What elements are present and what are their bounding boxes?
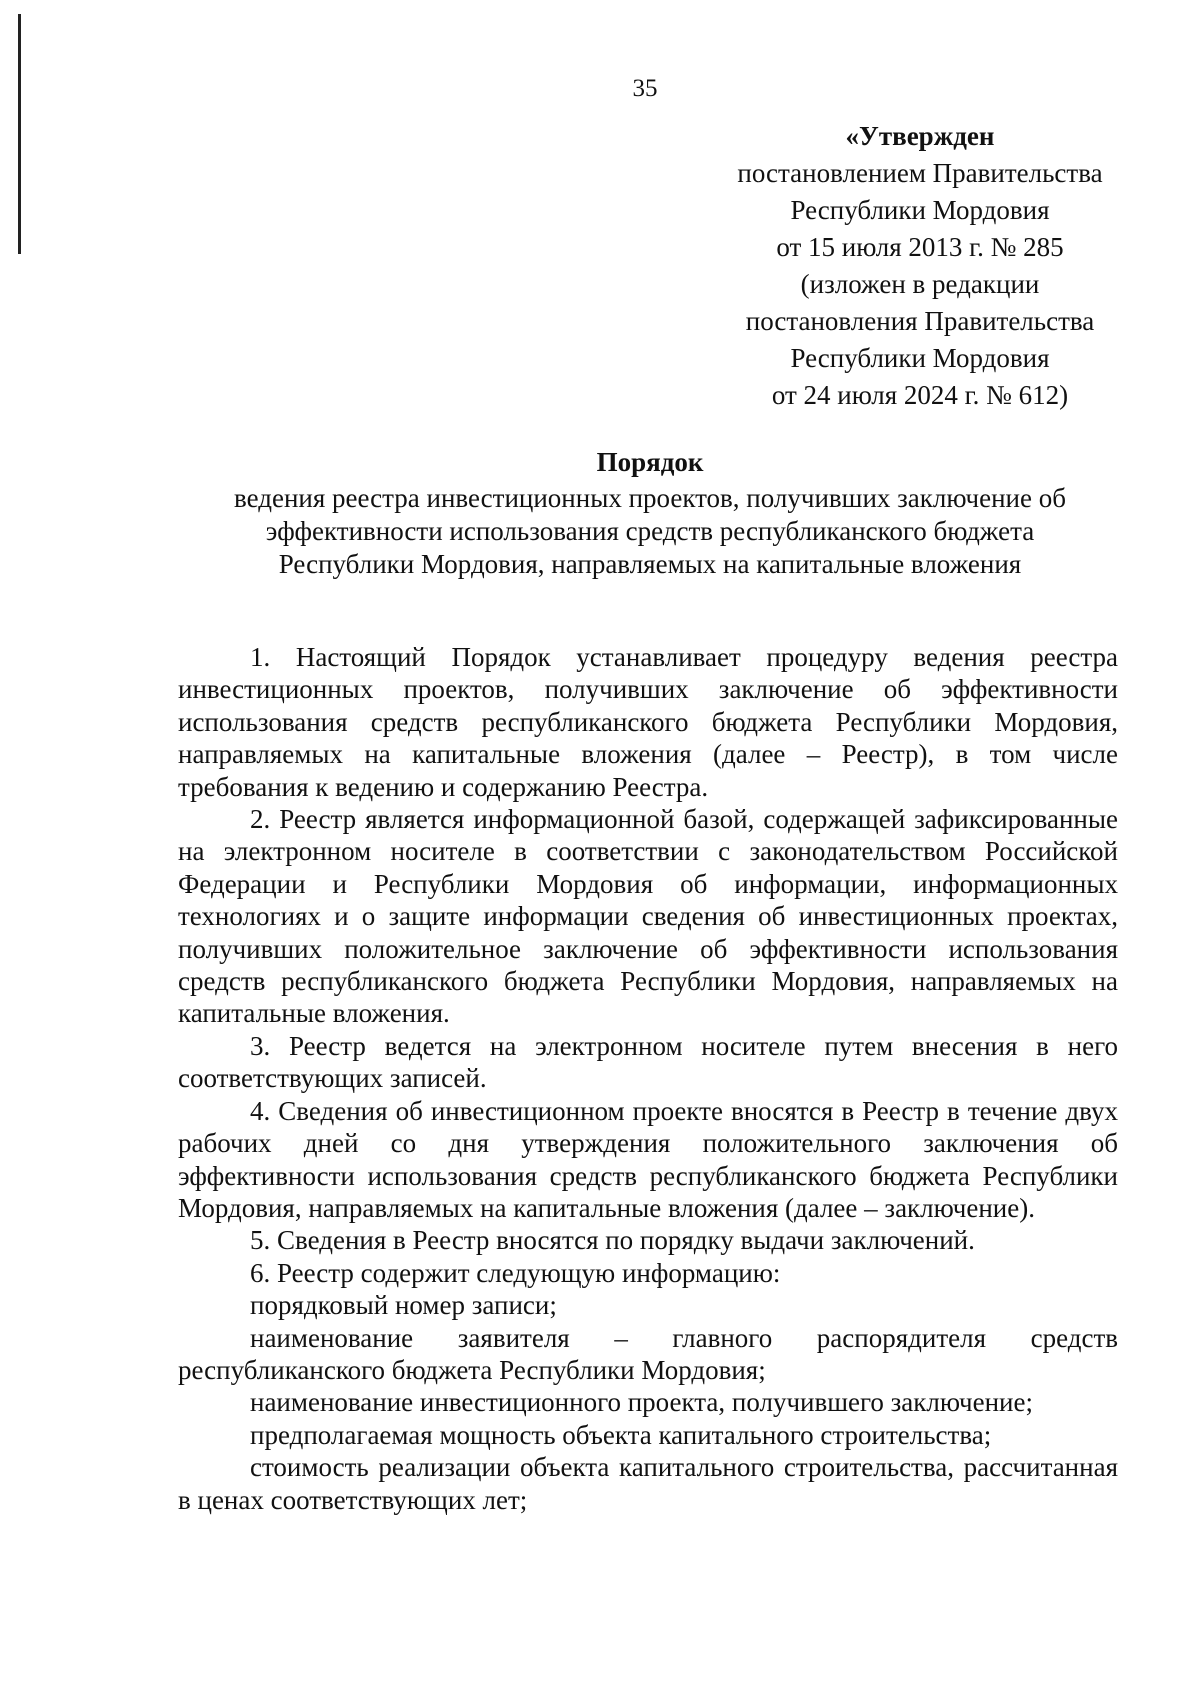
- paragraph-5: 5. Сведения в Реестр вносятся по порядку выдачи заключений.: [250, 1225, 975, 1256]
- approval-line-8: от 24 июля 2024 г. № 612): [771, 380, 1069, 410]
- scan-edge-line: [18, 14, 21, 254]
- approval-line-7: Республики Мордовия: [790, 343, 1050, 373]
- approval-line-1: «Утвержден: [845, 121, 995, 151]
- approval-line-6: постановления Правительства: [745, 306, 1095, 336]
- paragraph-6: 6. Реестр содержит следующую информацию:: [250, 1257, 781, 1288]
- document-title-block: [180, 446, 1120, 581]
- title-subline-3: Республики Мордовия, направляемых на капитальные вложения: [278, 549, 1022, 579]
- page-number: 35: [632, 75, 658, 102]
- document-title: Порядок: [596, 447, 704, 477]
- approval-line-2: постановлением Правительства: [737, 158, 1103, 188]
- list-item-2: наименование заявителя – главного распорядителя средств республиканского бюджета Республики Мордовия;: [178, 1322, 1118, 1385]
- approval-line-5: (изложен в редакции: [800, 269, 1040, 299]
- list-item-5: стоимость реализации объекта капитального строительства, рассчитанная в ценах соответствующих лет;: [178, 1452, 1118, 1515]
- title-subline-2: эффективности использования средств республиканского бюджета: [265, 516, 1035, 546]
- paragraph-1: 1. Настоящий Порядок устанавливает процедуру ведения реестра инвестиционных проектов, получивших заключение об эффективности использования средств республиканского бюджета Республики Мордовия, направляемых на капитальные вложения (далее – Реестр), в том числе требования к ведению и содержанию Реестра.: [178, 642, 1118, 802]
- title-subline-1: ведения реестра инвестиционных проектов, получивших заключение об: [234, 483, 1066, 513]
- list-item-4: предполагаемая мощность объекта капитального строительства;: [250, 1419, 992, 1450]
- approval-line-3: Республики Мордовия: [790, 195, 1050, 225]
- approval-line-4: от 15 июля 2013 г. № 285: [776, 232, 1064, 262]
- document-body: [178, 641, 1118, 1516]
- approval-stamp-block: [730, 118, 1110, 414]
- list-item-3: наименование инвестиционного проекта, получившего заключение;: [250, 1387, 1033, 1418]
- paragraph-3: 3. Реестр ведется на электронном носителе путем внесения в него соответствующих записей.: [178, 1030, 1118, 1094]
- paragraph-2: 2. Реестр является информационной базой, содержащей зафиксированные на электронном носителе в соответствии с законодательством Российской Федерации и Республики Мордовия об информации, информационных технологиях и о защите информации сведения об инвестиционных проектах, получивших положительное заключение об эффективности использования средств республиканского бюджета Республики Мордовия, направляемых на капитальные вложения.: [178, 804, 1118, 1029]
- list-item-1: порядковый номер записи;: [250, 1290, 557, 1321]
- paragraph-4: 4. Сведения об инвестиционном проекте вносятся в Реестр в течение двух рабочих дней со дня утверждения положительного заключения об эффективности использования средств республиканского бюджета Республики Мордовия, направляемых на капитальные вложения (далее – заключение).: [178, 1095, 1118, 1223]
